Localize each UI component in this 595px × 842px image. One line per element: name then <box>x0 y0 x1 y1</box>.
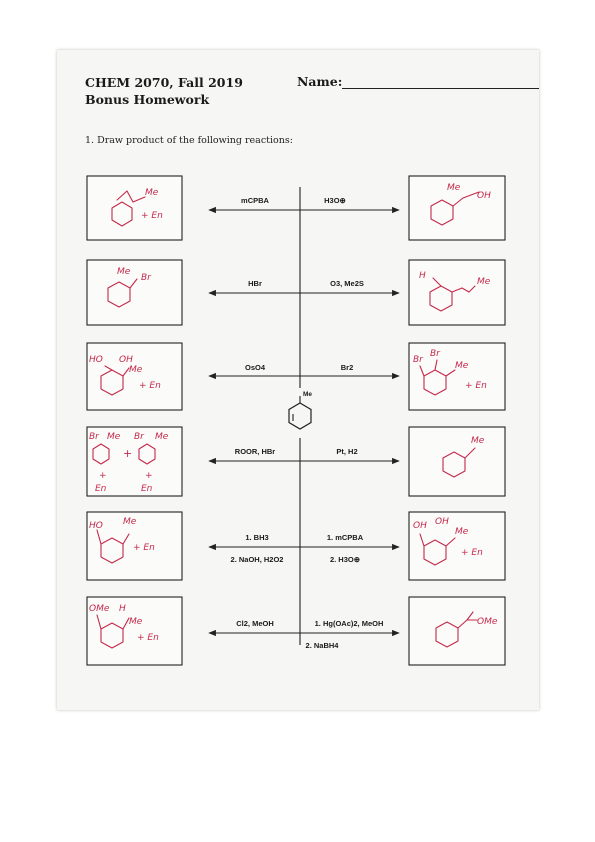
left-6-en: + En <box>137 633 159 643</box>
left-4-plus-1: + <box>99 471 107 481</box>
arrows <box>209 210 399 633</box>
right-3-me: Me <box>455 361 469 371</box>
answer-box-left-5 <box>87 512 182 580</box>
reagent-row-4-left: ROOR, HBr <box>234 447 276 456</box>
left-1-me: Me <box>145 188 159 198</box>
reagent-row-5-left-1: 1. BH3 <box>245 533 269 542</box>
left-3-en: + En <box>139 381 161 391</box>
left-4-me-1: Me <box>107 432 121 442</box>
left-2-br: Br <box>141 273 151 283</box>
right-5-me: Me <box>455 527 469 537</box>
reagent-row-6-left: Cl2, MeOH <box>236 619 274 628</box>
answer-box-right-6 <box>409 597 505 665</box>
left-4-br-2: Br <box>134 432 144 442</box>
answer-box-left-3 <box>87 343 182 410</box>
answer-box-right-5 <box>409 512 505 580</box>
answer-box-left-4 <box>87 427 182 496</box>
left-3-oh: OH <box>119 355 133 365</box>
answer-box-left-1 <box>87 176 182 240</box>
right-1-oh: OH <box>477 191 491 201</box>
right-1-me: Me <box>447 183 461 193</box>
reagent-row-3-left: OsO4 <box>244 363 266 372</box>
reagent-row-5-right-2: 2. H3O⊕ <box>329 555 361 564</box>
left-4-plus-2: + <box>145 471 153 481</box>
left-5-me: Me <box>123 517 137 527</box>
reagent-row-3-right: Br2 <box>340 363 354 372</box>
reagent-row-2-right: O3, Me2S <box>330 279 364 288</box>
answer-box-right-1 <box>409 176 505 240</box>
right-5-oh-1: OH <box>413 521 427 531</box>
question-instruction: 1. Draw product of the following reactions: <box>85 135 293 146</box>
svg-text:+: + <box>123 447 133 460</box>
course-title-line-2: Bonus Homework <box>85 92 210 107</box>
reagent-row-4-right: Pt, H2 <box>336 447 358 456</box>
course-title-line-1: CHEM 2070, Fall 2019 <box>85 75 243 90</box>
right-2-me: Me <box>477 277 491 287</box>
reagent-row-2-left: HBr <box>248 279 262 288</box>
right-3-br-2: Br <box>430 349 440 359</box>
left-6-h: H <box>119 604 126 614</box>
homework-sheet <box>57 50 539 710</box>
answer-box-left-2 <box>87 260 182 325</box>
name-label: Name: <box>297 74 343 89</box>
left-4-me-2: Me <box>155 432 169 442</box>
left-4-br-1: Br <box>89 432 99 442</box>
left-3-ho: HO <box>89 355 103 365</box>
answer-box-left-6 <box>87 597 182 665</box>
right-3-en: + En <box>465 381 487 391</box>
reagent-row-1-right: H3O⊕ <box>324 196 346 205</box>
starting-material <box>289 391 312 429</box>
right-5-en: + En <box>461 548 483 558</box>
reagent-row-5-right-1: 1. mCPBA <box>326 533 364 542</box>
reaction-scheme <box>57 50 539 710</box>
answer-box-right-2 <box>409 260 505 325</box>
starting-material-label: Me <box>303 391 313 398</box>
left-4-en-1: En <box>95 484 107 494</box>
answer-box-right-4 <box>409 427 505 496</box>
reagent-row-6-right-2: 2. NaBH4 <box>305 641 339 650</box>
left-4-en-2: En <box>141 484 153 494</box>
reagent-row-5-left-2: 2. NaOH, H2O2 <box>230 555 284 564</box>
right-4-me: Me <box>471 436 485 446</box>
left-2-me: Me <box>117 267 131 277</box>
right-3-br-1: Br <box>413 355 423 365</box>
left-5-en: + En <box>133 543 155 553</box>
right-2-h: H <box>419 271 426 281</box>
left-1-en: + En <box>141 211 163 221</box>
reagent-row-6-right-1: 1. Hg(OAc)2, MeOH <box>314 619 384 628</box>
left-3-me: Me <box>129 365 143 375</box>
left-6-me: Me <box>129 617 143 627</box>
right-6-ome: OMe <box>477 617 498 627</box>
answer-box-right-3 <box>409 343 505 410</box>
right-5-oh-2: OH <box>435 517 449 527</box>
left-5-ho: HO <box>89 521 103 531</box>
left-6-ome: OMe <box>89 604 110 614</box>
reagent-row-1-left: mCPBA <box>241 196 269 205</box>
reagents <box>231 196 384 650</box>
